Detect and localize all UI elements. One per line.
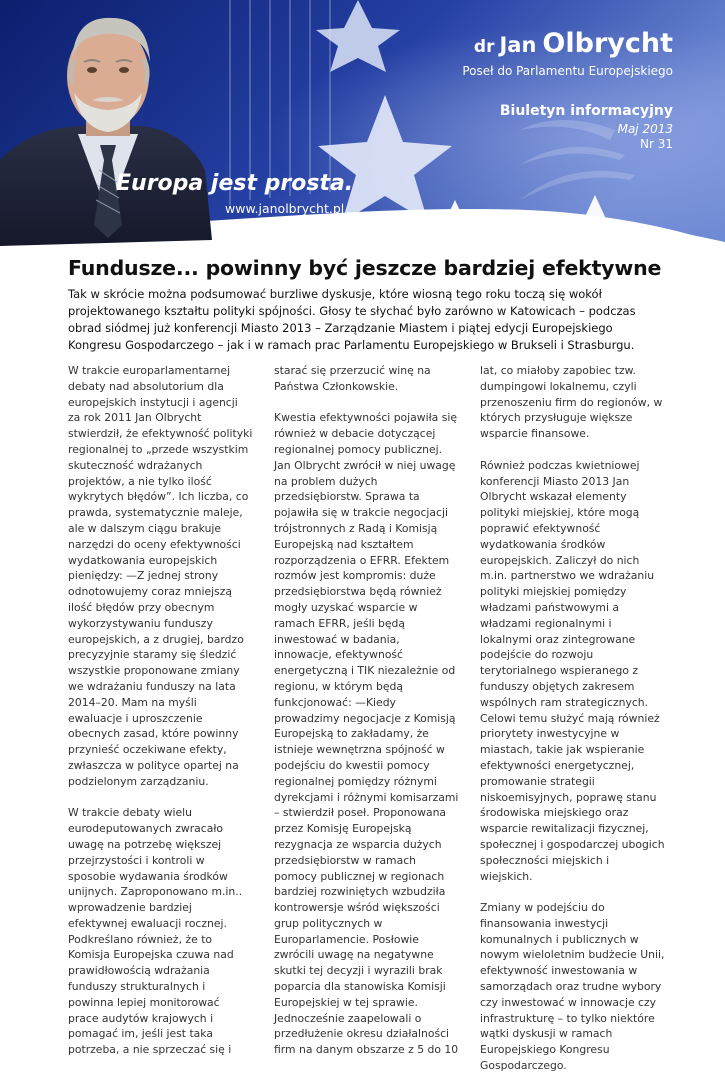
- bulletin-label: Biuletyn informacyjny: [499, 103, 673, 119]
- issue-number: Nr 31: [640, 137, 673, 151]
- article-lead: Tak w skrócie można podsumować burzliwe dyskusje, które wiosną tego roku toczą się wokół projektowanego kształtu polityki spójności. Głosy te słychać było zarówno w Katowicach – podczas obrad siódmej już konferencji Miasto 2013 – Zarządzanie Miastem i piątej edycji Europejskiego Kongresu Gospodarczego – jak i w ramach prac Parlamentu Europejskiego w Brukseli i Strasburgu.: [68, 287, 636, 352]
- author-name: [474, 28, 673, 59]
- name-first: Jan: [499, 33, 537, 57]
- portrait-photo: [0, 10, 215, 260]
- masthead: [0, 0, 725, 260]
- issue-date: Maj 2013: [617, 122, 673, 136]
- paragraph: lat, co miałoby zapobiec tzw. dumpingowi lokalnemu, czyli przenoszeniu firm do regionów, w których przysługuje większe wsparcie finansowe.: [480, 364, 663, 441]
- paragraph: W trakcie europarlamentarnej debaty nad absolutorium dla europejskich instytucji i agencji za rok 2011 Jan Olbrycht stwierdził, że efektywność polityki regionalnej to „przede wszystkim skuteczność wdrażanych projektów, a nie tylko ilość wykrytych błędów”. Ich liczba, co prawda, systematycznie maleje, ale w dalszym ciągu brakuje narzędzi do oceny efektywności wydatkowania europejskich pieniędzy: —Z jednej strony odnotowujemy coraz mniejszą ilość błędów przy obecnym wykorzystywaniu funduszy europejskich, a z drugiej, bardzo precyzyjnie staramy się śledzić wszystkie proponowane zmiany we wdrażaniu funduszy na lata 2014–20. Mam na myśli ewaluacje i uproszczenie obecnych zasad, które powinny przynieść oczekiwane efekty, zwłaszcza w polityce opartej na podzielonym zarządzaniu.: [68, 364, 253, 788]
- article-column-1: [68, 363, 253, 1074]
- website-url[interactable]: www.janolbrycht.pl: [225, 201, 345, 216]
- paragraph: W trakcie debaty wielu eurodeputowanych zwracało uwagę na potrzebę większej przejrzystości i kontroli w sposobie wydawania środków unijnych. Zaproponowano m.in.. wprowadzenie bardziej efektywnej ewaluacji rocznej. Podkreślano również, że to Komisja Europejska czuwa nad prawidłowością wdrażania funduszy strukturalnych i powinna lepiej monitorować prace audytów krajowych i pomagać im, jeśli jest taka potrzeba, a nie sprzeczać się i: [68, 806, 243, 1057]
- author-position: Poseł do Parlamentu Europejskiego: [462, 64, 673, 78]
- paragraph: Również podczas kwietniowej konferencji Miasto 2013 Jan Olbrycht wskazał elementy polityki miejskiej, które mogą poprawić efektywność wydatkowania środków europejskich. Zaliczył do nich m.in. partnerstwo we wdrażaniu polityki miejskiej pomiędzy władzami państwowymi a władzami regionalnymi i lokalnymi oraz zintegrowane podejście do rozwoju terytorialnego wspieranego z funduszy objętych zakresem wspólnych ram strategicznych. Celowi temu służyć mają również priorytety inwestycyjne w miastach, takie jak wspieranie efektywności energetycznej, promowanie strategii niskoemisyjnych, poprawę stanu środowiska miejskiego oraz wsparcie rewitalizacji fizycznej, społecznej i gospodarczej ubogich społeczności miejskich i wiejskich.: [480, 458, 665, 883]
- article-column-3: [480, 363, 665, 1090]
- slogan: Europa jest prosta.: [116, 171, 354, 196]
- article-title: Fundusze... powinny być jeszcze bardziej efektywne: [68, 256, 662, 280]
- paragraph: Kwestia efektywności pojawiła się również w debacie dotyczącej regionalnej pomocy publicznej. Jan Olbrycht zwrócił w niej uwagę na problem dużych przedsiębiorstw. Sprawa ta pojawiła się w trakcie negocjacji trójstronnych z Radą i Komisją Europejską nad kształtem rozporządzenia o EFRR. Efektem rozmów jest kompromis: duże przedsiębiorstwa będą również mogły uzyskać wsparcie w ramach EFRR, jeśli będą inwestować w badania, innowacje, efektywność energetyczną i TIK niezależnie od regionu, w którym będą funkcjonować: —Kiedy prowadzimy negocjacje z Komisją Europejską to zakładamy, że istnieje wewnętrzna spójność w podejściu do kwestii pomocy regionalnej pomiędzy różnymi dyrekcjami i różnymi komisarzami – stwierdził poseł. Proponowana przez Komisję Europejską rezygnacja ze wsparcia dużych przedsiębiorstw w ramach pomocy publicznej w regionach bardziej rozwiniętych wzbudziła kontrowersje wśród większości grup politycznych w Europarlamencie. Posłowie zwrócili uwagę na negatywne skutki tej decyzji i wyrazili brak poparcia dla stanowiska Komisji Europejskiej w tej sprawie. Jednocześnie zaapelowali o przedłużenie okresu działalności firm na danym obszarze z 5 do 10: [274, 411, 459, 1057]
- article-column-2: [274, 363, 459, 1074]
- name-prefix: dr: [473, 37, 495, 57]
- name-last: Olbrycht: [542, 28, 673, 59]
- paragraph: starać się przerzucić winę na Państwa Członkowskie.: [274, 364, 431, 393]
- paragraph: Zmiany w podejściu do finansowania inwestycji komunalnych i publicznych w nowym wieloletnim budżecie Unii, efektywność inwestowania w samorządach oraz trudne wybory czy inwestować w innowacje czy infrastrukturę – to tylko niektóre wątki dyskusji w ramach Europejskiego Kongresu Gospodarczego.: [480, 901, 665, 1073]
